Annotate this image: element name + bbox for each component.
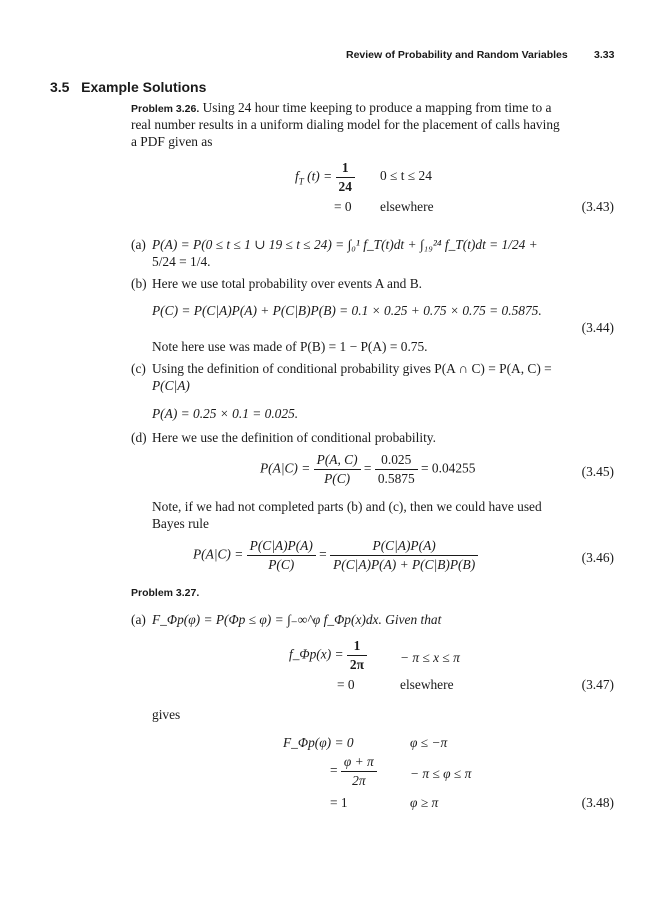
eq348-condition2: − π ≤ φ ≤ π — [410, 766, 472, 781]
part-b-note: Note here use was made of P(B) = 1 − P(A) = 0.75. — [152, 339, 428, 354]
page-number: 3.33 — [594, 49, 615, 61]
eq343-line2: = 0 — [334, 199, 352, 214]
eq347-condition1: − π ≤ x ≤ π — [400, 650, 460, 665]
eq344: P(C) = P(C|A)P(A) + P(C|B)P(B) = 0.1 × 0.25 + 0.75 × 0.75 = 0.5875. — [152, 303, 542, 318]
eq348-condition1: φ ≤ −π — [410, 735, 448, 750]
part-b-label: (b) — [131, 276, 147, 291]
part-b-text: Here we use total probability over events A and B. — [152, 276, 422, 291]
eq345: P(A|C) = $\frac{P(A, C)}{P(C)}$ = $\frac{0.025}{0.5875}$ = 0.04255 — [260, 452, 476, 486]
problem-327-part-a-label: (a) — [131, 612, 146, 627]
eq347-condition2: elsewhere — [400, 677, 454, 692]
eq347-line2: = 0 — [337, 677, 355, 692]
eq348-number: (3.48) — [581, 795, 614, 810]
problem-326-intro-line3: a PDF given as — [131, 134, 213, 149]
section-heading — [50, 79, 206, 95]
section-number: 3.5 — [50, 79, 70, 95]
eq348-line1: F_Φp(φ) = 0 — [283, 735, 354, 750]
eq346: P(A|C) = $\frac{P(C|A)P(A)}{P(C)}$ = $\frac{P(C|A)P(A)}{P(C|A)P(A) + P(C|B)P(B)}$ — [193, 538, 478, 573]
eq343-condition2: elsewhere — [380, 199, 434, 214]
eq343-condition1: 0 ≤ t ≤ 24 — [380, 168, 432, 183]
problem-326-intro-text1: Using 24 hour time keeping to produce a mapping from time to a — [202, 100, 552, 115]
part-a-line2: 5/24 = 1/4. — [152, 254, 211, 269]
problem-327-label: Problem 3.27. — [131, 587, 200, 599]
eq346-number: (3.46) — [581, 550, 614, 565]
eq348-line2: = $\frac{\varphi + \pi}{2\pi}$ — [330, 754, 377, 789]
gives-text: gives — [152, 707, 181, 722]
eq347-number: (3.47) — [581, 677, 614, 692]
problem-326-intro-line2: real number results in a uniform dialing model for the placement of calls having — [131, 117, 560, 132]
part-d-note-line1: Note, if we had not completed parts (b) and (c), then we could have used — [152, 499, 542, 514]
part-d-note-line2: Bayes rule — [152, 516, 209, 531]
part-c-label: (c) — [131, 361, 146, 376]
part-c-result: P(A) = 0.25 × 0.1 = 0.025. — [152, 406, 299, 421]
problem-326-intro-line1 — [131, 100, 614, 116]
part-a-label: (a) — [131, 237, 146, 252]
section-title: Example Solutions — [81, 79, 207, 95]
part-d-label: (d) — [131, 430, 147, 445]
part-c-line1: Using the definition of conditional probability gives P(A ∩ C) = P(A, C) = — [152, 361, 552, 376]
part-d-text: Here we use the definition of conditional probability. — [152, 430, 436, 445]
problem-327-part-a-text: F_Φp(φ) = P(Φp ≤ φ) = ∫₋∞^φ f_Φp(x)dx. Given that — [152, 612, 442, 627]
part-c-line2: P(C|A) — [152, 378, 190, 393]
eq345-number: (3.45) — [581, 464, 614, 479]
part-a-line1: P(A) = P(0 ≤ t ≤ 1 ∪ 19 ≤ t ≤ 24) = ∫₀¹ f_T(t)dt + ∫₁₉²⁴ f_T(t)dt = 1/24 + — [152, 237, 538, 252]
eq348-condition3: φ ≥ π — [410, 795, 439, 810]
problem-326-label: Problem 3.26. — [131, 103, 200, 115]
eq343-number: (3.43) — [581, 199, 614, 214]
eq348-line3: = 1 — [330, 795, 348, 810]
eq343-lhs: $f_T$ (t) = $\frac{1}{24}$ — [295, 160, 355, 195]
running-title: Review of Probability and Random Variables — [346, 49, 568, 61]
eq344-number: (3.44) — [581, 320, 614, 335]
eq347-lhs: f_Φp(x) = $\frac{1}{2\pi}$ — [289, 638, 367, 673]
